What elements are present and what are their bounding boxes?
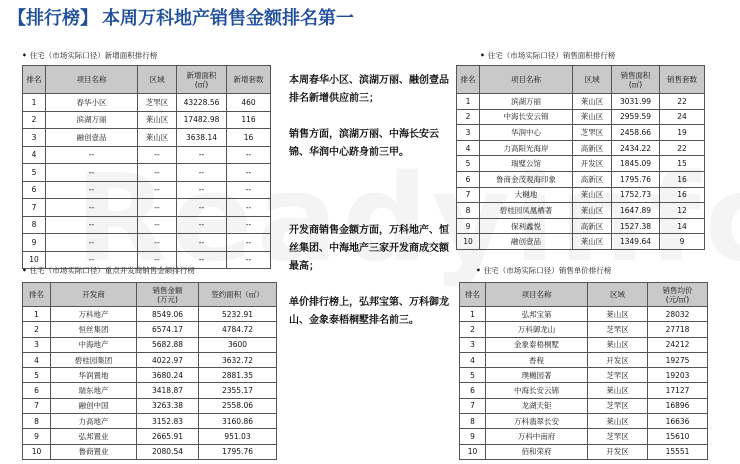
table-cell: 15 [660, 156, 705, 172]
developer-sales-table [22, 282, 277, 460]
section-new-supply-label: 住宅（市场实际口径）新增面积排行榜 [29, 51, 158, 60]
table-cell: 3638.14 [177, 129, 227, 147]
commentary-sales: 销售方面，滨湖万丽、中海长安云锦、华润中心跻身前三甲。 [289, 129, 439, 158]
column-header: 签约面积（㎡） [199, 283, 277, 307]
table-cell: 16 [227, 129, 271, 147]
table-cell: 4022.97 [137, 352, 199, 367]
sales-area-table [456, 65, 705, 250]
table-row [457, 171, 705, 187]
table-cell: 璞樾园著 [486, 368, 588, 383]
column-header: 区域 [588, 283, 648, 307]
table-row [23, 322, 277, 337]
header-row [23, 66, 271, 94]
table-cell: -- [177, 181, 227, 199]
table-cell: 1 [460, 307, 486, 322]
table-cell: -- [227, 181, 271, 199]
table-cell: 开发区 [573, 156, 612, 172]
table-row [460, 368, 708, 383]
column-header: 排名 [460, 283, 486, 307]
table-cell: -- [177, 234, 227, 252]
table-cell: 4 [23, 352, 51, 367]
table-cell: 1527.38 [612, 218, 660, 234]
column-header: 销售金额 (万元) [137, 283, 199, 307]
table-cell: 3263.38 [137, 398, 199, 413]
table-cell: 7 [23, 199, 46, 217]
table-cell: -- [227, 216, 271, 234]
table-cell: 4 [460, 352, 486, 367]
table-cell: 1752.73 [612, 187, 660, 203]
table-cell: 3632.72 [199, 352, 277, 367]
table-row [23, 181, 271, 199]
table-cell: 大樾地 [480, 187, 573, 203]
table-cell: 22 [660, 140, 705, 156]
table-cell: 3 [460, 337, 486, 352]
table-row [23, 368, 277, 383]
column-header: 排名 [457, 66, 480, 94]
page-title [8, 4, 354, 30]
table-cell: 高新区 [573, 140, 612, 156]
table-cell: 2 [23, 111, 46, 129]
table-cell: 1845.09 [612, 156, 660, 172]
table-cell: 5 [23, 368, 51, 383]
table-cell: 2080.54 [137, 444, 199, 459]
table-cell: 460 [227, 94, 271, 112]
unit-price-table [459, 282, 708, 460]
table-cell: 2558.06 [199, 398, 277, 413]
table-cell: 1795.76 [612, 171, 660, 187]
column-header: 新增套数 [227, 66, 271, 94]
table-cell: -- [177, 251, 227, 269]
table-cell: -- [227, 234, 271, 252]
table-cell: 7 [23, 398, 51, 413]
table-cell: 16896 [648, 398, 708, 413]
column-header: 销售均价 (元/㎡) [648, 283, 708, 307]
table-row [23, 307, 277, 322]
table-cell: 1 [23, 307, 51, 322]
table-cell: 莱山区 [573, 109, 612, 125]
title-text: 本周万科地产销售金额排名第一 [102, 8, 354, 29]
table-cell: 16636 [648, 414, 708, 429]
table-cell: 2665.91 [137, 429, 199, 444]
section-sales-area-label: 住宅（市场实际口径）销售面积排行榜 [487, 51, 616, 60]
table-cell: 8 [460, 414, 486, 429]
table-cell: 116 [227, 111, 271, 129]
table-cell: 瑞东地产 [51, 383, 137, 398]
table-cell: 15610 [648, 429, 708, 444]
table-cell: 9 [660, 234, 705, 250]
table-row [23, 398, 277, 413]
table-cell: 8 [457, 203, 480, 219]
table-cell: 莱山区 [588, 383, 648, 398]
table-row [23, 429, 277, 444]
column-header: 区域 [573, 66, 612, 94]
table-row [23, 337, 277, 352]
table-cell: 碧桂园凤凰栖著 [480, 203, 573, 219]
table-cell: 14 [660, 218, 705, 234]
table-cell: -- [138, 146, 177, 164]
table-cell: 2434.22 [612, 140, 660, 156]
section-developer-sales-label: 住宅（市场实际口径）重点开发商销售金额排行榜 [29, 266, 195, 275]
table-cell: 10 [457, 234, 480, 250]
table-cell: 万科翡翠长安 [486, 414, 588, 429]
table-cell: 高新区 [573, 171, 612, 187]
table-cell: 香程 [486, 352, 588, 367]
table-cell: 19203 [648, 368, 708, 383]
table-cell: 27718 [648, 322, 708, 337]
table-cell: 28032 [648, 307, 708, 322]
table-row [457, 125, 705, 141]
table-row [457, 187, 705, 203]
table-cell: 万科中南府 [486, 429, 588, 444]
table-cell: 中海长安云锦 [486, 383, 588, 398]
table-cell: -- [138, 216, 177, 234]
table-cell: 滨湖万丽 [480, 94, 573, 110]
table-cell: 10 [460, 444, 486, 459]
table-row [460, 444, 708, 459]
table-row [23, 129, 271, 147]
table-cell: -- [46, 146, 138, 164]
table-cell: 3600 [199, 337, 277, 352]
table-cell: -- [138, 199, 177, 217]
column-header: 区域 [138, 66, 177, 94]
table-cell: 9 [460, 429, 486, 444]
table-row [23, 164, 271, 182]
table-cell: 芝罘区 [138, 94, 177, 112]
table-cell: -- [138, 251, 177, 269]
table-cell: 3031.99 [612, 94, 660, 110]
table-cell: 融创壹品 [480, 234, 573, 250]
table-cell: -- [227, 251, 271, 269]
table-cell: 鲁商置业 [51, 444, 137, 459]
table-cell: 莱山区 [138, 111, 177, 129]
column-header: 开发商 [51, 283, 137, 307]
table-row [460, 414, 708, 429]
table-row [457, 94, 705, 110]
table-cell: 3160.86 [199, 414, 277, 429]
table-cell: 中海长安云锦 [480, 109, 573, 125]
table-row [23, 234, 271, 252]
section-unit-price: • 住宅（市场实际口径）销售单价排行榜 [476, 266, 612, 275]
commentary-developer: 开发商销售金额方面，万科地产、恒丝集团、中海地产三家开发商成交额最高； [289, 225, 449, 272]
table-cell: 万科御龙山 [486, 322, 588, 337]
table-cell: 1795.76 [199, 444, 277, 459]
table-cell: 6 [23, 383, 51, 398]
table-cell: 4784.72 [199, 322, 277, 337]
table-row [457, 203, 705, 219]
table-cell: 16 [660, 187, 705, 203]
table-cell: 莱山区 [573, 203, 612, 219]
table-cell: -- [138, 234, 177, 252]
table-cell: 莱山区 [588, 307, 648, 322]
table-cell: 高新区 [573, 218, 612, 234]
table-row [23, 146, 271, 164]
table-cell: 莱山区 [573, 94, 612, 110]
table-cell: 中海地产 [51, 337, 137, 352]
table-cell: 9 [23, 234, 46, 252]
section-unit-price-label: 住宅（市场实际口径）销售单价排行榜 [483, 266, 612, 275]
commentary-new-supply: 本周春华小区、滨湖万丽、融创壹品排名新增供应前三； [289, 75, 449, 104]
table-row [23, 251, 271, 269]
table-cell: -- [177, 199, 227, 217]
table-cell: 17482.98 [177, 111, 227, 129]
table-row [460, 383, 708, 398]
table-cell: 3418.87 [137, 383, 199, 398]
table-row [23, 94, 271, 112]
table-cell: 5682.88 [137, 337, 199, 352]
section-new-supply: • 住宅（市场实际口径）新增面积排行榜 [22, 51, 158, 60]
table-cell: 弘邦置业 [51, 429, 137, 444]
new-supply-table [22, 65, 271, 269]
table-cell: -- [227, 199, 271, 217]
table-cell: 5 [23, 164, 46, 182]
table-cell: 2458.66 [612, 125, 660, 141]
table-row [23, 352, 277, 367]
table-cell: 9 [457, 218, 480, 234]
table-cell: 5 [460, 368, 486, 383]
table-row [23, 444, 277, 459]
table-cell: -- [46, 251, 138, 269]
table-cell: 4 [457, 140, 480, 156]
table-row [23, 199, 271, 217]
table-cell: -- [46, 199, 138, 217]
table-cell: 芝罘区 [588, 398, 648, 413]
header-row [460, 283, 708, 307]
table-cell: 开发区 [588, 352, 648, 367]
table-cell: 力高地产 [51, 414, 137, 429]
table-cell: 芝罘区 [588, 368, 648, 383]
table-cell: 7 [460, 398, 486, 413]
column-header: 项目名称 [486, 283, 588, 307]
table-cell: 佰和荣府 [486, 444, 588, 459]
table-cell: 24212 [648, 337, 708, 352]
table-row [457, 156, 705, 172]
table-cell: 2 [460, 322, 486, 337]
table-cell: -- [46, 234, 138, 252]
column-header: 排名 [23, 283, 51, 307]
table-cell: 瑞璧公馆 [480, 156, 573, 172]
table-cell: 16 [660, 171, 705, 187]
table-cell: 43228.56 [177, 94, 227, 112]
table-cell: 芝罘区 [588, 429, 648, 444]
table-cell: 19 [660, 125, 705, 141]
table-cell: 10 [23, 444, 51, 459]
table-cell: 滨湖万丽 [46, 111, 138, 129]
table-cell: 华润置地 [51, 368, 137, 383]
table-cell: 莱山区 [573, 234, 612, 250]
table-cell: 1647.89 [612, 203, 660, 219]
table-row [460, 307, 708, 322]
table-cell: 4 [23, 146, 46, 164]
header-row [23, 283, 277, 307]
table-cell: 3152.83 [137, 414, 199, 429]
table-row [457, 218, 705, 234]
table-cell: -- [177, 146, 227, 164]
table-cell: 6 [457, 171, 480, 187]
column-header: 销售套数 [660, 66, 705, 94]
column-header: 排名 [23, 66, 46, 94]
table-cell: 3 [457, 125, 480, 141]
column-header: 项目名称 [480, 66, 573, 94]
table-row [457, 140, 705, 156]
table-cell: 莱山区 [573, 187, 612, 203]
table-cell: 保利鑫悦 [480, 218, 573, 234]
table-cell: -- [46, 181, 138, 199]
table-cell: -- [46, 164, 138, 182]
table-cell: 鲁商金茂观海印象 [480, 171, 573, 187]
table-cell: 万科地产 [51, 307, 137, 322]
table-cell: 芝罘区 [573, 125, 612, 141]
table-cell: 8549.06 [137, 307, 199, 322]
table-cell: 开发区 [588, 444, 648, 459]
table-cell: 2959.59 [612, 109, 660, 125]
table-cell: 3 [23, 129, 46, 147]
table-cell: 恒丝集团 [51, 322, 137, 337]
table-row [460, 352, 708, 367]
table-cell: 5232.91 [199, 307, 277, 322]
table-row [23, 216, 271, 234]
table-cell: 9 [23, 429, 51, 444]
table-cell: -- [138, 164, 177, 182]
table-cell: 17127 [648, 383, 708, 398]
table-cell: 8 [23, 414, 51, 429]
table-cell: -- [46, 216, 138, 234]
table-row [457, 109, 705, 125]
table-cell: 龙湖天钜 [486, 398, 588, 413]
table-cell: 融创中国 [51, 398, 137, 413]
header-row [457, 66, 705, 94]
table-cell: 7 [457, 187, 480, 203]
table-cell: 5 [457, 156, 480, 172]
section-developer-sales: • 住宅（市场实际口径）重点开发商销售金额排行榜 [22, 266, 195, 275]
table-cell: 莱山区 [588, 337, 648, 352]
table-cell: 春华小区 [46, 94, 138, 112]
table-cell: 华润中心 [480, 125, 573, 141]
table-row [460, 429, 708, 444]
table-cell: -- [138, 181, 177, 199]
table-cell: 金象泰梧桐墅 [486, 337, 588, 352]
table-cell: 2355.17 [199, 383, 277, 398]
table-cell: 12 [660, 203, 705, 219]
table-row [457, 234, 705, 250]
table-cell: 2 [23, 322, 51, 337]
table-cell: 莱山区 [588, 414, 648, 429]
table-cell: 6574.17 [137, 322, 199, 337]
section-sales-area: • 住宅（市场实际口径）销售面积排行榜 [480, 51, 616, 60]
title-tag: 【排行榜】 [8, 8, 98, 29]
table-cell: 19275 [648, 352, 708, 367]
table-cell: 弘邦宝第 [486, 307, 588, 322]
table-cell: 8 [23, 216, 46, 234]
table-cell: 莱山区 [138, 129, 177, 147]
table-cell: 3 [23, 337, 51, 352]
table-cell: 2 [457, 109, 480, 125]
table-row [460, 398, 708, 413]
table-cell: 1 [23, 94, 46, 112]
table-row [460, 337, 708, 352]
table-cell: 碧桂园集团 [51, 352, 137, 367]
table-cell: 24 [660, 109, 705, 125]
table-cell: -- [227, 146, 271, 164]
table-cell: 2881.35 [199, 368, 277, 383]
column-header: 销售面积 (㎡) [612, 66, 660, 94]
table-cell: 1 [457, 94, 480, 110]
table-row [460, 322, 708, 337]
table-cell: 融创壹品 [46, 129, 138, 147]
table-cell: 1349.64 [612, 234, 660, 250]
table-cell: 951.03 [199, 429, 277, 444]
table-row [23, 383, 277, 398]
table-cell: -- [177, 216, 227, 234]
table-row [23, 111, 271, 129]
table-cell: 力高阳光海岸 [480, 140, 573, 156]
column-header: 新增面积 (㎡) [177, 66, 227, 94]
column-header: 项目名称 [46, 66, 138, 94]
table-cell: 6 [460, 383, 486, 398]
commentary-unit-price: 单价排行榜上，弘邦宝第、万科御龙山、金象泰梧桐墅排名前三。 [289, 297, 449, 326]
table-cell: 15551 [648, 444, 708, 459]
table-cell: 3680.24 [137, 368, 199, 383]
table-cell: 22 [660, 94, 705, 110]
table-cell: 芝罘区 [588, 322, 648, 337]
table-row [23, 414, 277, 429]
table-cell: -- [227, 164, 271, 182]
table-cell: -- [177, 164, 227, 182]
table-cell: 6 [23, 181, 46, 199]
commentary [289, 72, 449, 330]
table-cell: 10 [23, 251, 46, 269]
